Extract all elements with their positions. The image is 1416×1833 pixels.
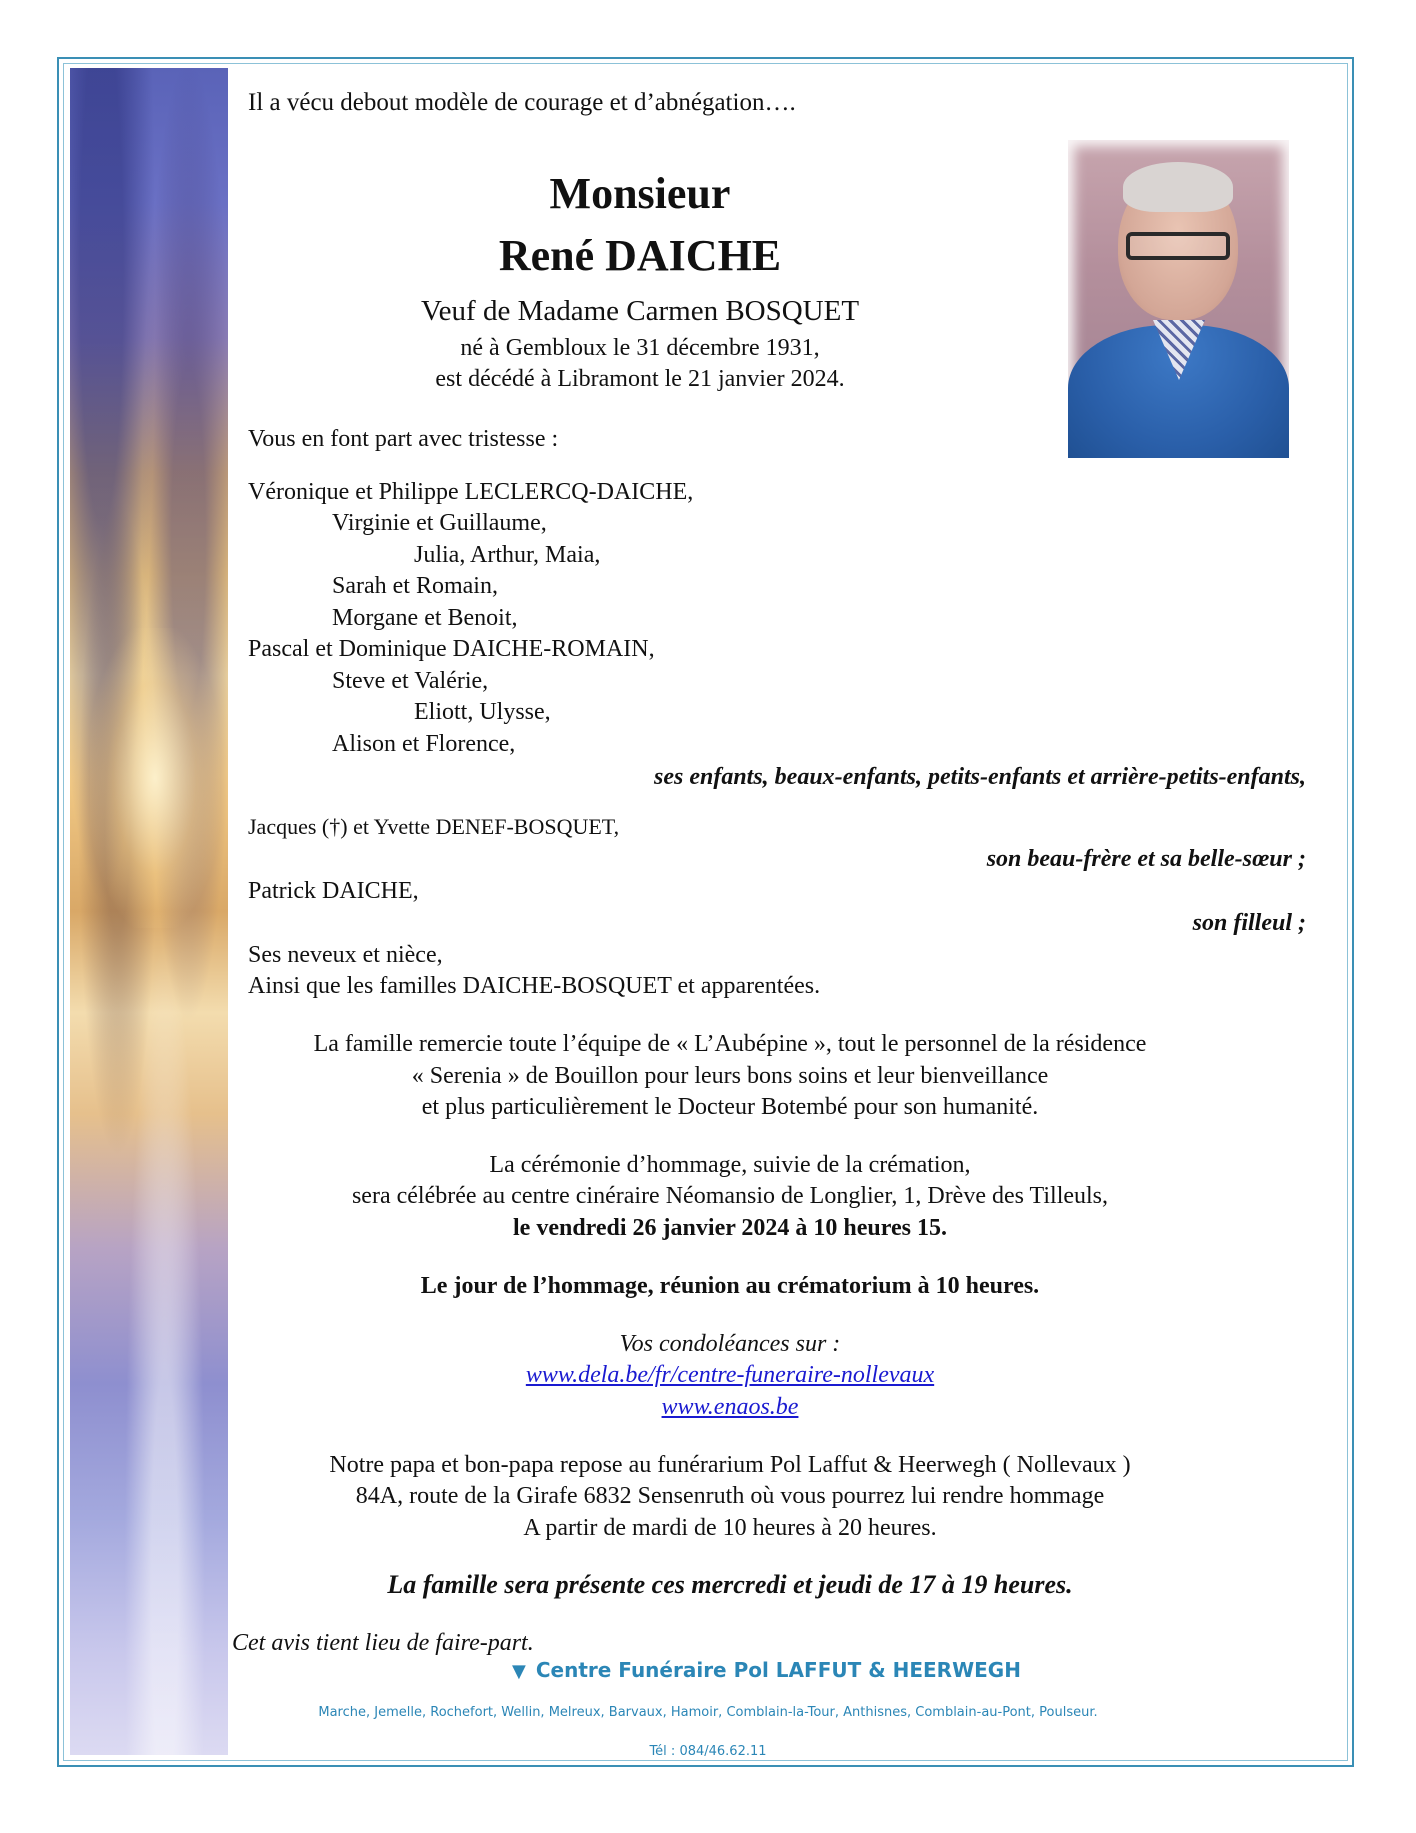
ceremony-line: La cérémonie d’hommage, suivie de la crémation, — [489, 1152, 971, 1178]
children-role: ses enfants, beaux-enfants, petits-enfants et arrière-petits-enfants, — [654, 764, 1306, 790]
brand-name: Centre Funéraire Pol LAFFUT & HEERWEGH — [535, 1658, 1021, 1682]
family-presence: La famille sera présente ces mercredi et jeudi de 17 à 19 heures. — [387, 1570, 1073, 1599]
thanks-line: « Serenia » de Bouillon pour leurs bons soins et leur bienveillance — [411, 1063, 1049, 1089]
funeral-home-brand — [512, 1658, 1021, 1682]
ceremony-line: sera célébrée au centre cinéraire Néomansio de Longlier, 1, Drève des Tilleuls, — [351, 1183, 1109, 1209]
meeting-line: Le jour de l’hommage, réunion au crématorium à 10 heures. — [420, 1273, 1040, 1299]
announce-intro: Vous en font part avec tristesse : — [248, 426, 559, 452]
family-line: Pascal et Dominique DAICHE-ROMAIN, — [248, 636, 655, 662]
family-line: Alison et Florence, — [332, 731, 516, 757]
family-line: Véronique et Philippe LECLERCQ-DAICHE, — [248, 479, 694, 505]
rest-line: 84A, route de la Girafe 6832 Sensenruth où vous pourrez lui rendre hommage — [355, 1483, 1105, 1509]
portrait-hair — [1123, 162, 1233, 212]
nephews-line: Ses neveux et nièce, — [248, 942, 443, 968]
triangle-down-icon: ▼ — [512, 1661, 526, 1682]
spouse-line: Veuf de Madame Carmen BOSQUET — [420, 295, 860, 327]
family-line: Sarah et Romain, — [332, 573, 498, 599]
in-laws-role: son beau-frère et sa belle-sœur ; — [986, 846, 1306, 872]
godchild: Patrick DAICHE, — [248, 878, 419, 904]
footer-towns: Marche, Jemelle, Rochefort, Wellin, Melreux, Barvaux, Hamoir, Comblain-la-Tour, Anthisnes, Comblain-au-Pont, Poulseur. — [318, 1705, 1098, 1720]
in-laws: Jacques (†) et Yvette DENEF-BOSQUET, — [248, 814, 620, 839]
footer-phone: Tél : 084/46.62.11 — [649, 1744, 767, 1759]
death-line: est décédé à Libramont le 21 janvier 2024. — [435, 366, 845, 392]
ceremony-date: le vendredi 26 janvier 2024 à 10 heures 15. — [513, 1215, 947, 1241]
thanks-line: et plus particulièrement le Docteur Botembé pour son humanité. — [421, 1094, 1039, 1120]
deceased-portrait — [1068, 140, 1289, 458]
rest-line: A partir de mardi de 10 heures à 20 heures. — [523, 1515, 937, 1541]
godchild-role: son filleul ; — [1192, 910, 1306, 936]
birth-line: né à Gembloux le 31 décembre 1931, — [460, 335, 820, 361]
sun-glow — [90, 628, 220, 928]
condolences-label: Vos condoléances sur : — [619, 1331, 841, 1357]
family-line: Julia, Arthur, Maia, — [414, 542, 601, 568]
rest-line: Notre papa et bon-papa repose au funérarium Pol Laffut & Heerwegh ( Nollevaux ) — [329, 1452, 1131, 1478]
family-line: Virginie et Guillaume, — [332, 510, 547, 536]
portrait-glasses — [1126, 232, 1230, 260]
notice-line: Cet avis tient lieu de faire-part. — [232, 1630, 534, 1656]
thanks-line: La famille remercie toute l’équipe de « L’Aubépine », tout le personnel de la résidence — [313, 1031, 1147, 1057]
family-line: Morgane et Benoit, — [332, 605, 518, 631]
deceased-name: René DAICHE — [498, 231, 782, 280]
honorific: Monsieur — [549, 169, 731, 218]
condolences-link-enaos[interactable]: www.enaos.be — [661, 1394, 799, 1420]
condolences-link-dela[interactable]: www.dela.be/fr/centre-funeraire-nollevaux — [525, 1362, 935, 1388]
winter-landscape-image — [70, 68, 228, 1755]
epigraph: Il a vécu debout modèle de courage et d’abnégation…. — [248, 89, 796, 116]
family-line: Eliott, Ulysse, — [414, 699, 551, 725]
families-line: Ainsi que les familles DAICHE-BOSQUET et apparentées. — [248, 973, 821, 999]
family-line: Steve et Valérie, — [332, 668, 489, 694]
